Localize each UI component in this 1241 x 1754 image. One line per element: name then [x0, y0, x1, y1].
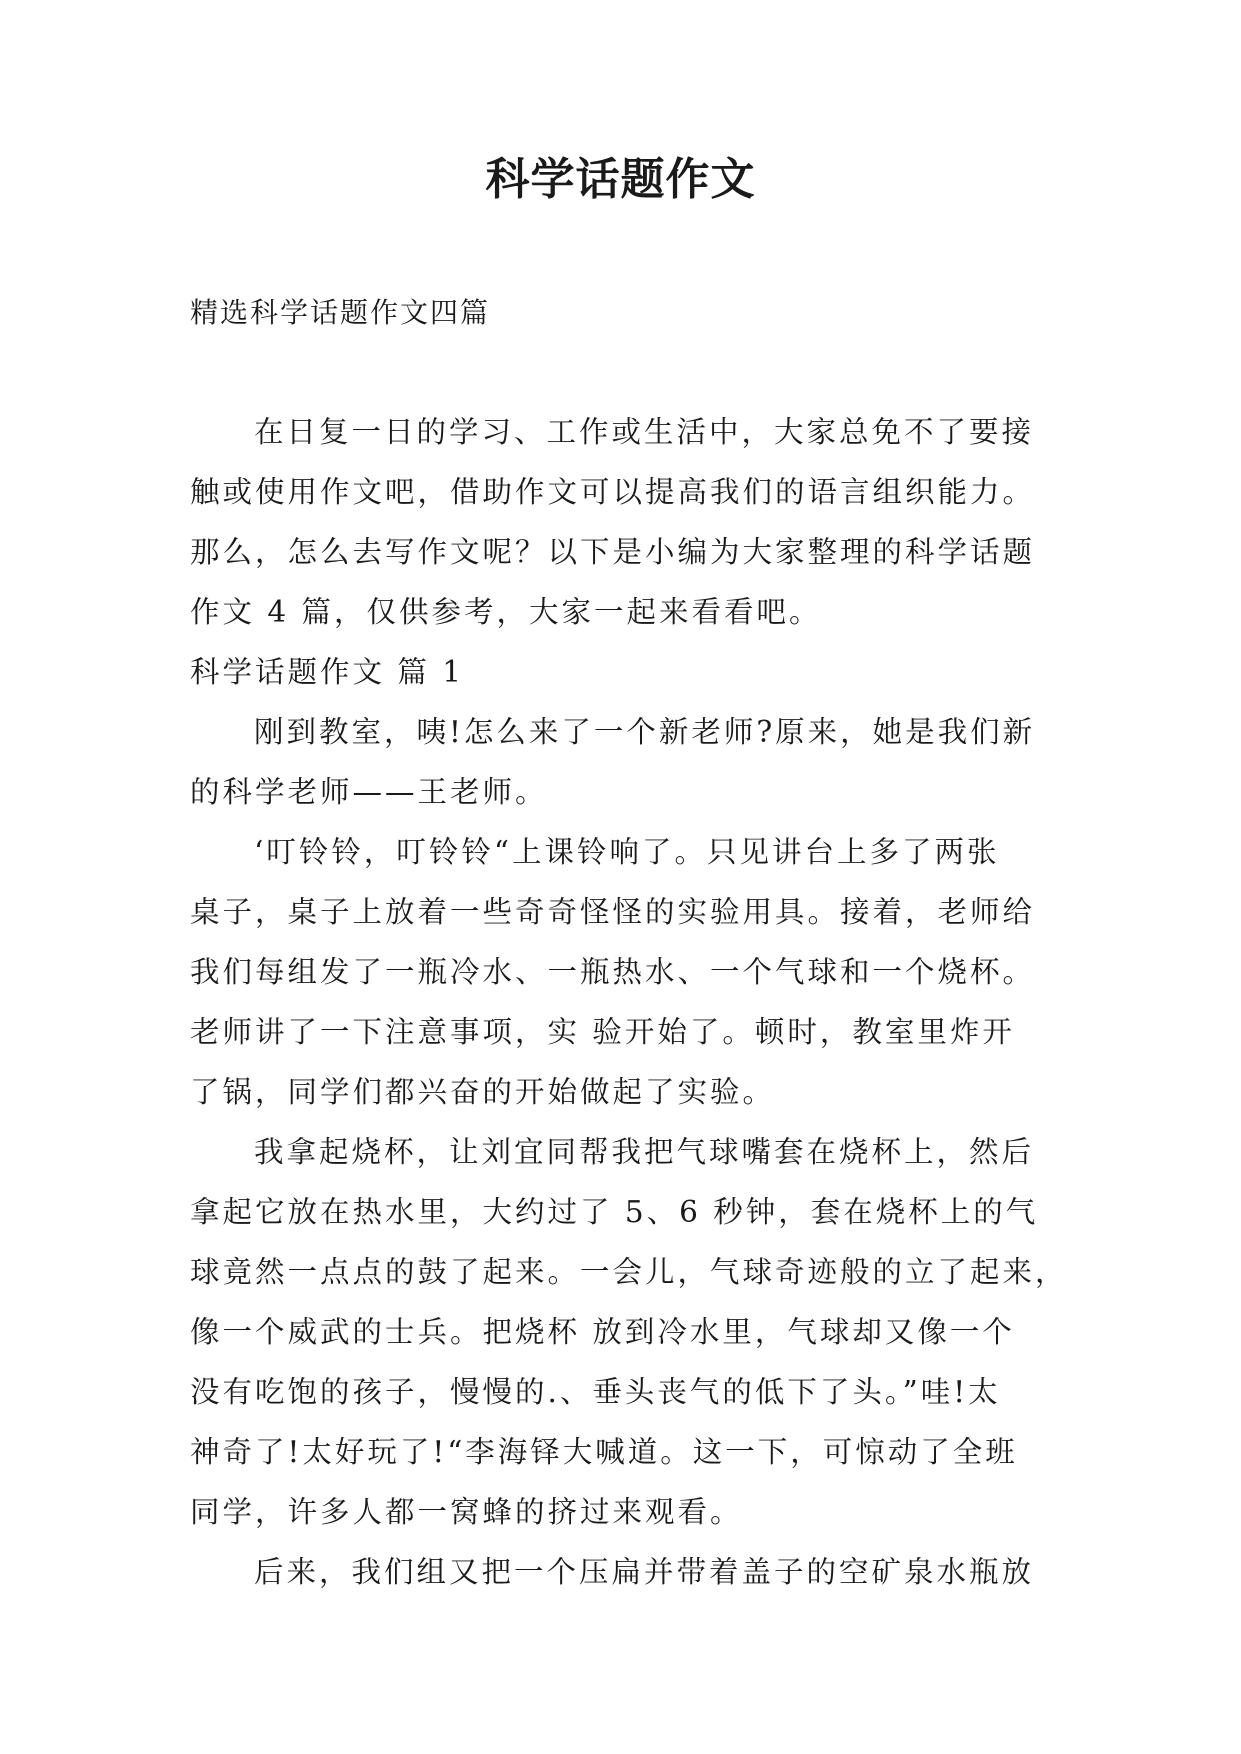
body-line: 像一个威武的士兵。把烧杯 放到冷水里，气球却又像一个	[190, 1315, 1015, 1349]
body-line: 球竟然一点点的鼓了起来。一会儿，气球奇迹般的立了起来，	[190, 1255, 1068, 1289]
body-line: 作文 4 篇，仅供参考，大家一起来看看吧。	[190, 595, 822, 629]
body-line: 在日复一日的学习、工作或生活中，大家总免不了要接	[254, 415, 1035, 449]
body-line: 神奇了!太好玩了!“李海铎大喊道。这一下，可惊动了全班	[190, 1435, 1018, 1469]
body-line: 老师讲了一下注意事项，实 验开始了。顿时，教室里炸开	[190, 1015, 1015, 1049]
body-line: 刚到教室，咦!怎么来了一个新老师?原来，她是我们新	[254, 715, 1036, 749]
body-line: 科学话题作文 篇 1	[190, 655, 465, 689]
body-line: 那么，怎么去写作文呢？以下是小编为大家整理的科学话题	[190, 535, 1036, 569]
body-line: ‘叮铃铃，叮铃铃“上课铃响了。只见讲台上多了两张	[254, 835, 1000, 869]
body-line: 的科学老师——王老师。	[190, 775, 548, 809]
document-subtitle: 精选科学话题作文四篇	[190, 296, 491, 329]
body-line: 我们每组发了一瓶冷水、一瓶热水、一个气球和一个烧杯。	[190, 955, 1036, 989]
body-line: 桌子，桌子上放着一些奇奇怪怪的实验用具。接着，老师给	[190, 895, 1036, 929]
page-title: 科学话题作文	[485, 154, 756, 205]
body-line: 拿起它放在热水里，大约过了 5、6 秒钟，套在烧杯上的气	[190, 1195, 1039, 1229]
body-line: 没有吃饱的孩子，慢慢的.、垂头丧气的低下了头。”哇!太	[190, 1375, 1001, 1409]
body-line: 后来，我们组又把一个压扁并带着盖子的空矿泉水瓶放	[254, 1555, 1035, 1589]
body-line: 了锅，同学们都兴奋的开始做起了实验。	[190, 1075, 776, 1109]
body-line: 同学，许多人都一窝蜂的挤过来观看。	[190, 1495, 743, 1529]
body-line: 我拿起烧杯，让刘宜同帮我把气球嘴套在烧杯上，然后	[254, 1135, 1035, 1169]
document-body	[190, 402, 1070, 1602]
body-line: 触或使用作文吧，借助作文可以提高我们的语言组织能力。	[190, 475, 1036, 509]
